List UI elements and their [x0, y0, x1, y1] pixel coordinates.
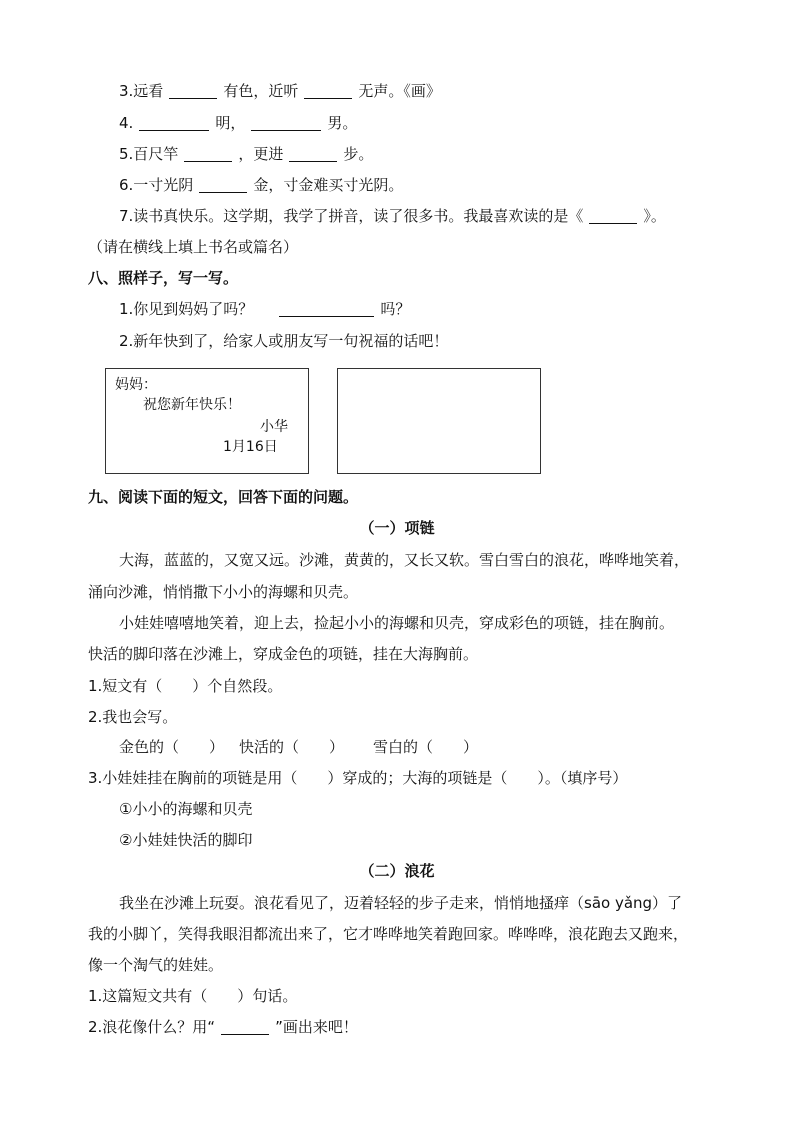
question-7-4: 4. 明， 男。: [119, 114, 358, 132]
passage-1-question-2: 2.我也会写。: [88, 708, 178, 726]
passage-2-question-1: 1.这篇短文共有（ ）句话。: [88, 987, 298, 1005]
passage-1-line: 小娃娃嘻嘻地笑着，迎上去，捡起小小的海螺和贝壳，穿成彩色的项链，挂在胸前。: [119, 614, 675, 632]
answer-blank[interactable]: [184, 147, 232, 162]
passage-2-question-2: 2.浪花像什么？用“ ”画出来吧！: [88, 1018, 358, 1036]
question-8-1: 1.你见到妈妈了吗？ 吗？: [119, 300, 411, 318]
passage-1-question-1: 1.短文有（ ）个自然段。: [88, 677, 283, 695]
fill-item[interactable]: 快活的（ ）: [239, 738, 345, 756]
passage-2-title: （二）浪花: [359, 862, 435, 880]
card-signature: 小华: [260, 419, 288, 435]
card-date: 1月16日: [223, 439, 278, 455]
card-greeting: 妈妈：: [115, 377, 157, 393]
example-greeting-card: [105, 368, 309, 474]
answer-blank[interactable]: [289, 147, 337, 162]
answer-blank[interactable]: [589, 209, 637, 224]
passage-1-question-3: 3.小娃娃挂在胸前的项链是用（ ）穿成的；大海的项链是（ ）。（填序号）: [88, 769, 628, 787]
answer-blank[interactable]: [251, 116, 321, 131]
option-2: ②小娃娃快活的脚印: [119, 831, 253, 849]
passage-2-line: 我的小脚丫，笑得我眼泪都流出来了，它才哗哗地笑着跑回家。哗哗哗，浪花跑去又跑来，: [88, 925, 689, 943]
passage-1-line: 涌向沙滩，悄悄撒下小小的海螺和贝壳。: [88, 583, 359, 601]
answer-blank[interactable]: [199, 178, 247, 193]
blank-greeting-card[interactable]: [337, 368, 541, 474]
card-message: 祝您新年快乐！: [143, 397, 241, 413]
passage-1-line: 大海，蓝蓝的，又宽又远。沙滩，黄黄的，又长又软。雪白雪白的浪花，哗哗地笑着，: [119, 551, 690, 569]
answer-blank[interactable]: [304, 84, 352, 99]
option-1: ①小小的海螺和贝壳: [119, 800, 253, 818]
passage-2-line: 像一个淘气的娃娃。: [88, 956, 224, 974]
question-7-7-note: （请在横线上填上书名或篇名）: [88, 238, 299, 256]
answer-blank[interactable]: [279, 302, 374, 317]
question-7-7: 7.读书真快乐。这学期，我学了拼音，读了很多书。我最喜欢读的是《 》。: [119, 207, 666, 225]
question-7-6: 6.一寸光阴 金，寸金难买寸光阴。: [119, 176, 404, 194]
fill-item[interactable]: 雪白的（ ）: [373, 738, 479, 756]
answer-blank[interactable]: [139, 116, 209, 131]
passage-1-title: （一）项链: [359, 519, 435, 537]
passage-2-line: 我坐在沙滩上玩耍。浪花看见了，迈着轻轻的步子走来，悄悄地搔痒（sāo yǎng）了: [119, 894, 683, 912]
question-8-2: 2.新年快到了，给家人或朋友写一句祝福的话吧！: [119, 332, 449, 350]
section-8-title: 八、照样子，写一写。: [88, 269, 239, 287]
question-7-5: 5.百尺竿 ，更进 步。: [119, 145, 374, 163]
answer-blank[interactable]: [169, 84, 217, 99]
passage-1-line: 快活的脚印落在沙滩上，穿成金色的项链，挂在大海胸前。: [88, 645, 479, 663]
section-9-title: 九、阅读下面的短文，回答下面的问题。: [88, 488, 359, 506]
underline-sample: [221, 1020, 269, 1035]
fill-item[interactable]: 金色的（ ）: [119, 738, 225, 756]
question-7-3: 3.远看 有色，近听 无声。《画》: [119, 82, 441, 100]
